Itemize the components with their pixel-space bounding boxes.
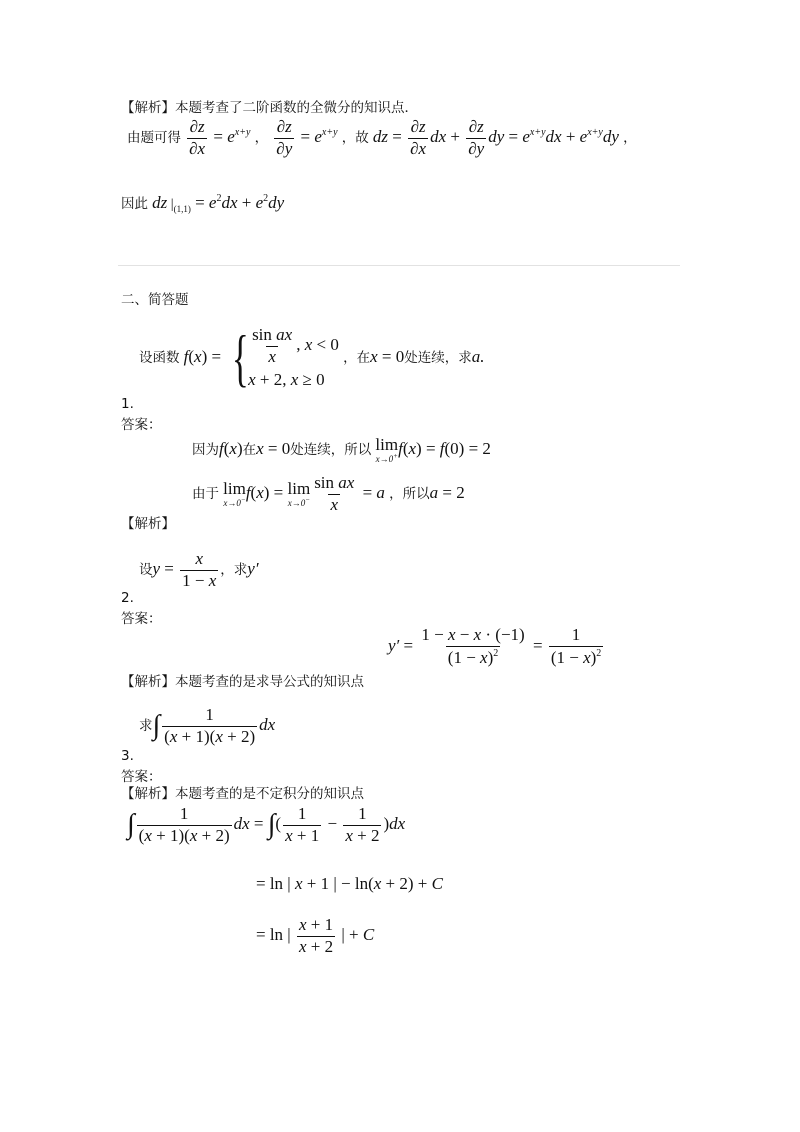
q1-number: 1.	[121, 396, 134, 412]
q1-line2-prefix: 由于	[192, 486, 219, 503]
q2-answer-formula: y′ = $\frac{1 - x - x \cdot (-1)}{(1 - x)^2}$ = $\frac{1}{(1 - x)^2}$	[388, 625, 602, 667]
q3-statement	[139, 706, 275, 746]
q1-limit-formula: lim x→0+ f(x) = f(0) = 2	[375, 435, 491, 464]
q1-analysis-label: 【解析】	[121, 516, 175, 532]
derivation-prefix: 由题可得	[127, 130, 181, 147]
q1-unknown: a.	[471, 347, 485, 367]
q3-number: 3.	[121, 748, 134, 764]
q1-answer-label: 答案：	[121, 417, 162, 433]
result-line	[121, 192, 284, 214]
q2-statement	[139, 550, 259, 590]
q1-suffix: ，在	[343, 350, 371, 367]
q2-number: 2.	[121, 590, 134, 606]
q3-solution-line2: = ln | x + 1 | − ln(x + 2) + C	[256, 874, 443, 893]
q2-answer-label: 答案：	[121, 611, 162, 627]
q1-prefix: 设函数	[139, 350, 180, 367]
q1-answer-line2	[192, 474, 465, 514]
q3-prefix: 求	[139, 718, 153, 735]
formula-dz-dy: $\frac{\partial z}{\partial y}$ = $e^{x+y}$	[276, 117, 338, 158]
q1-limit-left: lim x→0− f(x) = lim x→0− $\frac{\text{sin ax}}{x}$ = a	[223, 473, 385, 514]
section-title: 二、简答题	[121, 292, 189, 308]
q2-function: y = $\frac{x}{1 - x}$	[152, 549, 217, 590]
q3-analysis: 【解析】本题考查的是不定积分的知识点	[121, 786, 364, 802]
q1-result: a = 2	[429, 483, 465, 503]
q1-line2-mid: ，所以	[389, 486, 430, 503]
total-differential-line	[127, 118, 637, 158]
q2-analysis: 【解析】本题考查的是求导公式的知识点	[121, 674, 364, 690]
separator: ，故	[341, 130, 369, 147]
q3-answer-label: 答案：	[121, 769, 162, 785]
q3-solution-line3: = ln | $\frac{x + 1}{x + 2}$ | + C	[256, 915, 375, 956]
q1-answer-line1: 因为f(x)在x = 0处连续，所以 lim x→0+ f(x) = f(0) = 2	[192, 435, 491, 464]
separator: ，	[254, 130, 269, 147]
q1-statement	[139, 322, 485, 394]
analysis-header: 【解析】本题考查了二阶函数的全微分的知识点．	[121, 100, 418, 116]
formula-dz-dx: $\frac{\partial z}{\partial x}$ = $e^{x+y}$	[189, 117, 251, 158]
result-prefix: 因此	[121, 196, 148, 212]
q1-suffix2: 处连续，求	[404, 350, 472, 367]
q1-line1-mid2: 处连续，所以	[290, 441, 372, 458]
q1-piecewise-function: f(x) = { $\frac{\text{sin ax}}{x}$ , x < 0 x + 2, x ≥ 0	[183, 322, 339, 394]
formula-dz-at-point: dz $|_{(1,1)} = e^2dx + e^2dy$	[152, 193, 285, 214]
section-divider	[118, 265, 680, 266]
q3-solution-line1: ∫ $\frac{1}{(x + 1)(x + 2)}$ dx = ∫( $\frac{1}{x + 1}$ − $\frac{1}{x + 2}$ )dx	[127, 804, 406, 845]
formula-dz: dz = $\frac{\partial z}{\partial x}$ dx + $\frac{\partial z}{\partial y}$ dy = $e^{x+y}dx + e^{x+y}dy$	[372, 117, 619, 158]
q2-mid: ，求	[220, 562, 248, 579]
q3-integral: ∫ $\frac{1}{(x + 1)(x + 2)}$ dx	[152, 705, 276, 746]
separator: ，	[623, 130, 637, 147]
q1-line1-mid: 在	[242, 441, 257, 458]
q2-prefix: 设	[139, 562, 153, 579]
q2-unknown: y′	[247, 559, 259, 579]
q1-point: x = 0	[370, 347, 405, 367]
q1-line1-prefix: 因为	[192, 441, 219, 458]
